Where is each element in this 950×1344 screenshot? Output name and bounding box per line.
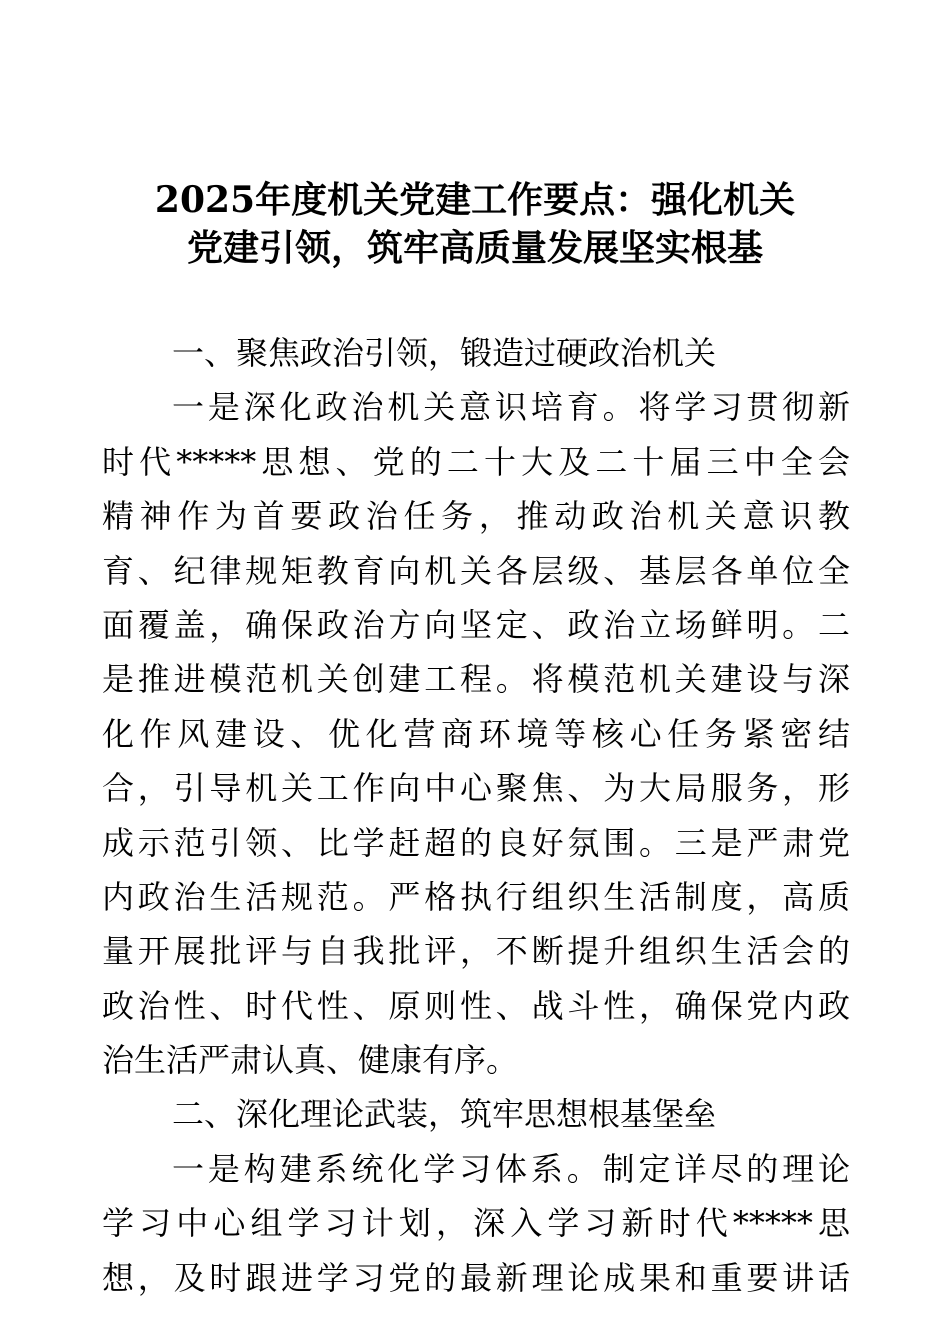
paragraph-line: 内政治生活规范。严格执行组织生活制度，高质: [102, 877, 850, 916]
section-heading-1: 一、聚焦政治引领，锻造过硬政治机关: [172, 334, 717, 372]
paragraph-line: 精神作为首要政治任务，推动政治机关意识教: [102, 497, 850, 536]
paragraph-line: 合，引导机关工作向中心聚焦、为大局服务，形: [102, 769, 850, 808]
paragraph-line: 政治性、时代性、原则性、战斗性，确保党内政: [102, 986, 850, 1025]
paragraph-line: 育、纪律规矩教育向机关各层级、基层各单位全: [102, 551, 850, 590]
title-line-2: 党建引领，筑牢高质量发展坚实根基: [186, 227, 763, 269]
paragraph-line: 学习中心组学习计划，深入学习新时代*****思: [102, 1204, 850, 1243]
document-title: [100, 176, 850, 272]
paragraph-line: 化作风建设、优化营商环境等核心任务紧密结: [102, 714, 850, 753]
paragraph-line: 一是构建系统化学习体系。制定详尽的理论: [172, 1149, 850, 1188]
paragraph-line: 成示范引领、比学赶超的良好氛围。三是严肃党: [102, 823, 850, 862]
paragraph-line: 治生活严肃认真、健康有序。: [102, 1041, 519, 1080]
document-body: [102, 326, 850, 1305]
paragraph-line: 面覆盖，确保政治方向坚定、政治立场鲜明。二: [102, 605, 850, 644]
paragraph-line: 量开展批评与自我批评，不断提升组织生活会的: [102, 932, 850, 971]
paragraph-line: 是推进模范机关创建工程。将模范机关建设与深: [102, 660, 850, 699]
paragraph-line: 想，及时跟进学习党的最新理论成果和重要讲话: [102, 1258, 850, 1297]
paragraph-line: 一是深化政治机关意识培育。将学习贯彻新: [172, 388, 850, 427]
title-line-1: 2025年度机关党建工作要点：强化机关: [154, 179, 796, 221]
paragraph-line: 时代*****思想、党的二十大及二十届三中全会: [102, 442, 850, 481]
section-heading-2: 二、深化理论武装，筑牢思想根基堡垒: [172, 1095, 717, 1134]
